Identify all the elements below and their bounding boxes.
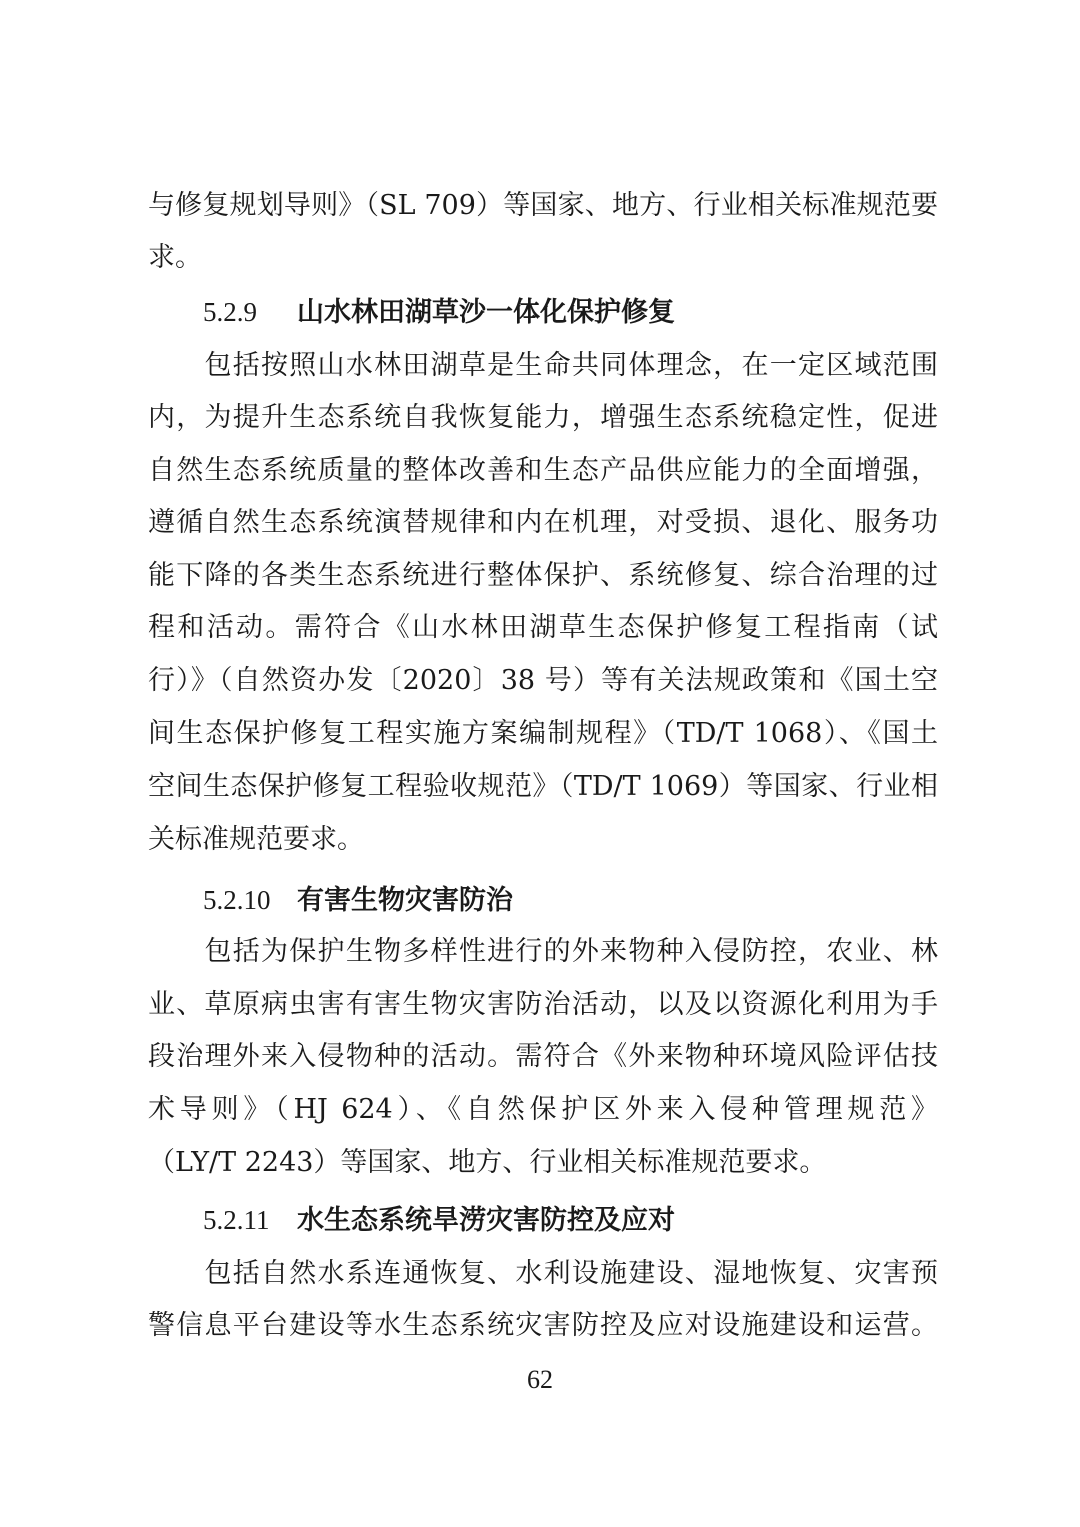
paragraph-line: 空间生态保护修复工程验收规范》（TD/T 1069）等国家、行业相 — [148, 771, 938, 802]
paragraph-line: 行）》（自然资办发〔2020〕38 号）等有关法规政策和《国土空 — [148, 665, 938, 696]
section-title: 水生态系统旱涝灾害防控及应对 — [297, 1205, 675, 1236]
paragraph-line: 能下降的各类生态系统进行整体保护、系统修复、综合治理的过 — [148, 560, 938, 591]
paragraph-line: 与修复规划导则》（SL 709）等国家、地方、行业相关标准规范要 — [148, 190, 938, 221]
section-number: 5.2.10 — [203, 885, 271, 915]
section-title: 山水林田湖草沙一体化保护修复 — [297, 297, 675, 328]
section-title: 有害生物灾害防治 — [297, 885, 513, 916]
paragraph-line: 段治理外来入侵物种的活动。需符合《外来物种环境风险评估技 — [148, 1041, 938, 1072]
page-number: 62 — [527, 1365, 553, 1394]
paragraph-line: 程和活动。需符合《山水林田湖草生态保护修复工程指南（试 — [148, 612, 938, 643]
section-number: 5.2.9 — [203, 297, 257, 327]
paragraph-line: 自然生态系统质量的整体改善和生态产品供应能力的全面增强， — [148, 455, 938, 486]
paragraph-line: 间生态保护修复工程实施方案编制规程》（TD/T 1068）、《国土 — [148, 718, 938, 749]
section-heading — [203, 880, 513, 920]
paragraph-line: 包括自然水系连通恢复、水利设施建设、湿地恢复、灾害预 — [148, 1258, 938, 1289]
section-heading — [203, 292, 675, 332]
paragraph-line: 包括为保护生物多样性进行的外来物种入侵防控，农业、林 — [148, 936, 938, 967]
paragraph-line: （LY/T 2243）等国家、地方、行业相关标准规范要求。 — [148, 1147, 827, 1178]
paragraph-line: 遵循自然生态系统演替规律和内在机理，对受损、退化、服务功 — [148, 507, 938, 538]
paragraph-line: 警信息平台建设等水生态系统灾害防控及应对设施建设和运营。 — [148, 1310, 938, 1341]
paragraph-line: 包括按照山水林田湖草是生命共同体理念，在一定区域范围 — [148, 350, 938, 381]
section-number: 5.2.11 — [203, 1205, 270, 1235]
paragraph-line: 关标准规范要求。 — [148, 824, 364, 855]
paragraph-line: 求。 — [148, 242, 202, 273]
paragraph-line: 术导则》（HJ 624）、《自然保护区外来入侵种管理规范》 — [148, 1094, 938, 1125]
paragraph-line: 内，为提升生态系统自我恢复能力，增强生态系统稳定性，促进 — [148, 402, 938, 433]
section-heading — [203, 1200, 675, 1240]
paragraph-line: 业、草原病虫害有害生物灾害防治活动，以及以资源化利用为手 — [148, 989, 938, 1020]
